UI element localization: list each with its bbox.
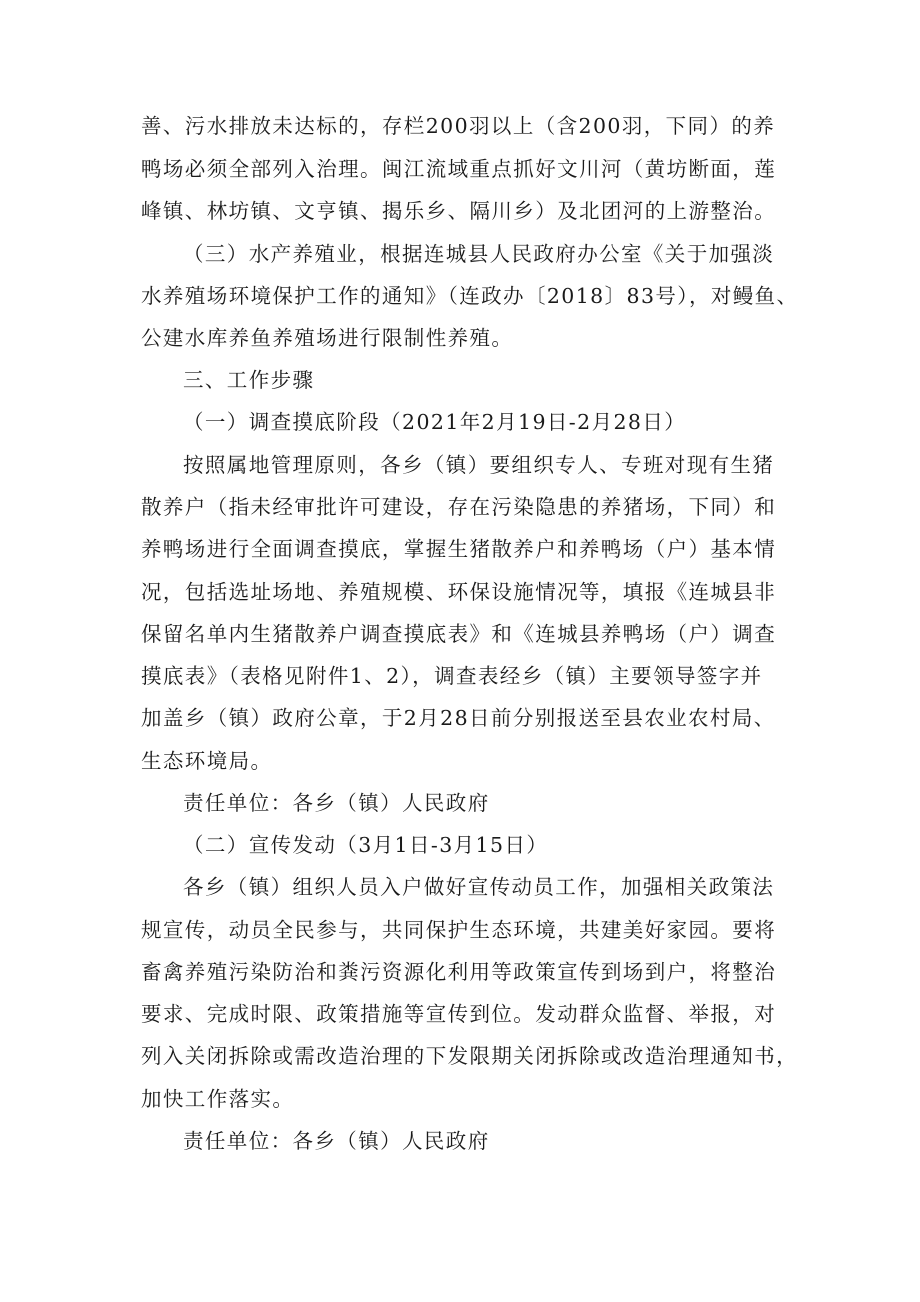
text-line: 列入关闭拆除或需改造治理的下发限期关闭拆除或改造治理通知书， [141,1044,798,1068]
section-heading: 三、工作步骤 [183,368,315,392]
text-line: 各乡（镇）组织人员入户做好宣传动员工作，加强相关政策法 [183,875,775,899]
text-line: 养鸭场进行全面调查摸底，掌握生猪散养户和养鸭场（户）基本情 [141,537,777,561]
text-line: 公建水库养鱼养殖场进行限制性养殖。 [141,326,514,350]
text-line: 水养殖场环境保护工作的通知》（连政办〔2018〕83号），对鳗鱼、 [141,284,799,308]
text-line: 加快工作落实。 [141,1087,295,1111]
text-line: 况，包括选址场地、养殖规模、环保设施情况等，填报《连城县非 [141,580,777,604]
text-line: 畜禽养殖污染防治和粪污资源化利用等政策宣传到场到户，将整治 [141,960,777,984]
text-line: 善、污水排放未达标的，存栏200羽以上（含200羽，下同）的养 [141,114,776,138]
responsible-unit: 责任单位：各乡（镇）人民政府 [183,791,490,815]
text-line: 规宣传，动员全民参与，共同保护生态环境，共建美好家园。要将 [141,918,777,942]
text-line: 生态环境局。 [141,749,273,773]
subsection-heading: （一）调查摸底阶段（2021年2月19日-2月28日） [183,410,687,434]
text-line: 摸底表》（表格见附件1、2），调查表经乡（镇）主要领导签字并 [141,664,763,688]
subsection-heading: （二）宣传发动（3月1日-3月15日） [183,833,549,857]
text-line: 保留名单内生猪散养户调查摸底表》和《连城县养鸭场（户）调查 [141,622,777,646]
responsible-unit: 责任单位：各乡（镇）人民政府 [183,1129,490,1153]
text-line: 按照属地管理原则，各乡（镇）要组织专人、专班对现有生猪 [183,453,775,477]
text-line: 要求、完成时限、政策措施等宣传到位。发动群众监督、举报，对 [141,1002,777,1026]
text-line: 散养户（指未经审批许可建设，存在污染隐患的养猪场，下同）和 [141,495,777,519]
text-line: 峰镇、林坊镇、文亨镇、揭乐乡、隔川乡）及北团河的上游整治。 [141,199,777,223]
text-line: （三）水产养殖业，根据连城县人民政府办公室《关于加强淡 [183,242,775,266]
text-line: 鸭场必须全部列入治理。闽江流域重点抓好文川河（黄坊断面，莲 [141,157,777,181]
text-line: 加盖乡（镇）政府公章，于2月28日前分别报送至县农业农村局、 [141,706,776,730]
